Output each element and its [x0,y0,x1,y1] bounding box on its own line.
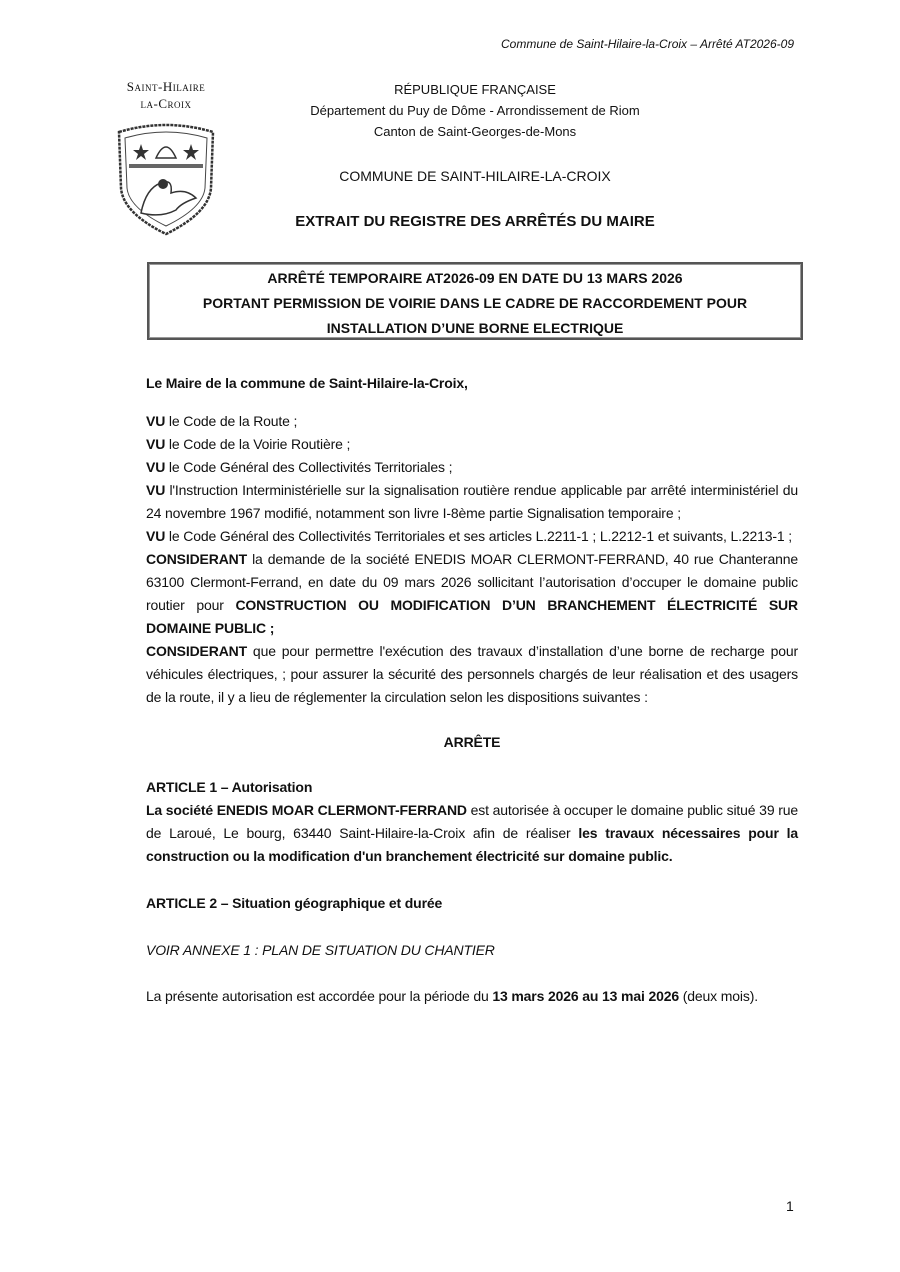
periode-text: La présente autorisation est accordée pour la période du 13 mars 2026 au 13 mai 2026 (deux mois). [146,988,758,1004]
title-box [147,262,803,340]
page-number: 1 [786,1198,794,1214]
header-extrait: EXTRAIT DU REGISTRE DES ARRÊTÉS DU MAIRE [295,213,655,230]
vu-4: VU l'Instruction Interministérielle sur la signalisation routière rendue applicable par arrêté interministériel du 24 novembre 1967 modifié, notamment son livre I-8ème partie Signalisation temporaire ; [146,482,798,521]
article-2-title: ARTICLE 2 – Situation géographique et durée [146,895,443,911]
maire-intro: Le Maire de la commune de Saint-Hilaire-la-Croix, [146,375,468,391]
article-1-title: ARTICLE 1 – Autorisation [146,779,313,795]
logo-line-1: Saint-Hilaire [126,79,206,94]
header-commune: COMMUNE DE SAINT-HILAIRE-LA-CROIX [339,168,611,184]
article-1-text: La société ENEDIS MOAR CLERMONT-FERRAND est autorisée à occuper le domaine public situé 39 rue de Laroué, Le bourg, 63440 Saint-Hilaire-la-Croix afin de réaliser les travaux nécessaires pour la construction ou la modification d'un branchement électricité sur domaine public. [146,802,798,864]
document-body [146,372,798,1008]
commune-logo [104,78,228,243]
title-line-3: INSTALLATION D’UNE BORNE ELECTRIQUE [326,320,624,336]
title-line-2: PORTANT PERMISSION DE VOIRIE DANS LE CADRE DE RACCORDEMENT POUR [202,295,748,311]
considerant-2: CONSIDERANT que pour permettre l'exécution des travaux d’installation d’une borne de recharge pour véhicules électriques, ; pour assurer la sécurité des personnels chargés de leur réalisation et des usagers de la route, il y a lieu de réglementer la circulation selon les dispositions suivantes : [146,643,798,705]
header-departement: Département du Puy de Dôme - Arrondissement de Riom [310,103,640,118]
vu-2: VU le Code de la Voirie Routière ; [146,436,351,452]
arrete-heading: ARRÊTE [443,734,501,750]
title-line-1: ARRÊTÉ TEMPORAIRE AT2026-09 EN DATE DU 13 MARS 2026 [267,270,683,286]
coat-of-arms-icon [111,118,221,238]
vu-1: VU le Code de la Route ; [146,413,298,429]
vu-3: VU le Code Général des Collectivités Territoriales ; [146,459,453,475]
header-canton: Canton de Saint-Georges-de-Mons [373,124,577,139]
logo-line-2: la-Croix [140,96,192,111]
header-republique: RÉPUBLIQUE FRANÇAISE [394,82,556,97]
annexe-reference: VOIR ANNEXE 1 : PLAN DE SITUATION DU CHANTIER [146,942,495,958]
considerant-1: CONSIDERANT la demande de la société ENEDIS MOAR CLERMONT-FERRAND, 40 rue Chanteranne 63100 Clermont-Ferrand, en date du 09 mars 2026 sollicitant l’autorisation d’occuper le domaine public routier pour CONSTRUCTION OU MODIFICATION D’UN BRANCHEMENT ÉLECTRICITÉ SUR DOMAINE PUBLIC ; [146,551,798,636]
vu-5: VU le Code Général des Collectivités Territoriales et ses articles L.2211-1 ; L.2212-1 et suivants, L.2213-1 ; [146,528,792,544]
running-header: Commune de Saint-Hilaire-la-Croix – Arrêté AT2026-09 [500,37,794,51]
